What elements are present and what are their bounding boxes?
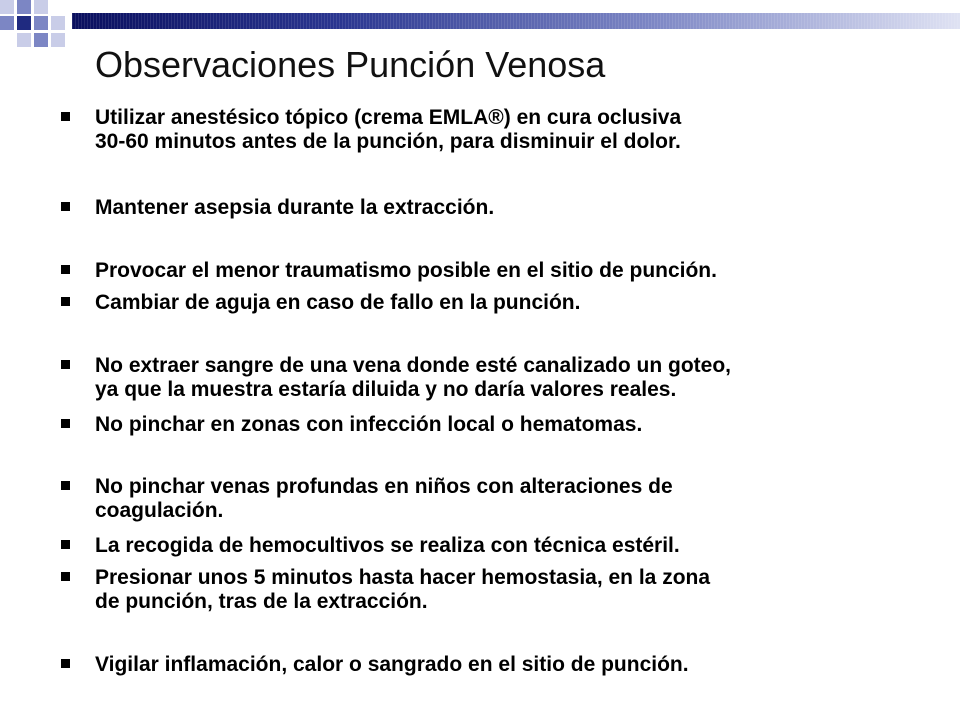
bullet-icon xyxy=(61,481,70,490)
bullet-icon xyxy=(61,265,70,274)
list-item-text: La recogida de hemocultivos se realiza con técnica estéril. xyxy=(95,534,680,557)
list-item-text: Presionar unos 5 minutos hasta hacer hemostasia, en la zona de punción, tras de la extracción. xyxy=(95,566,711,613)
bullet-icon xyxy=(61,419,70,428)
list-item-text: Vigilar inflamación, calor o sangrado en el sitio de punción. xyxy=(95,653,689,676)
bullet-icon xyxy=(61,112,70,121)
bullet-icon xyxy=(61,202,70,211)
bullet-icon xyxy=(61,297,70,306)
bullet-icon xyxy=(61,360,70,369)
bullet-icon xyxy=(61,572,70,581)
list-item-text: Provocar el menor traumatismo posible en el sitio de punción. xyxy=(95,259,717,282)
bullet-icon xyxy=(61,540,70,549)
list-item-text: Cambiar de aguja en caso de fallo en la punción. xyxy=(95,291,581,314)
list-item-text: Mantener asepsia durante la extracción. xyxy=(95,196,495,219)
list-item-text: No pinchar en zonas con infección local o hematomas. xyxy=(95,413,643,436)
list-item-text: No extraer sangre de una vena donde esté canalizado un goteo, ya que la muestra estaría diluida y no daría valores reales. xyxy=(95,354,731,401)
list-item-text: No pinchar venas profundas en niños con alteraciones de coagulación. xyxy=(95,475,673,522)
list-item-text: Utilizar anestésico tópico (crema EMLA®) en cura oclusiva 30-60 minutos antes de la punción, para disminuir el dolor. xyxy=(95,106,682,153)
bullet-icon xyxy=(61,659,70,668)
slide-title: Observaciones Punción Venosa xyxy=(95,44,606,85)
